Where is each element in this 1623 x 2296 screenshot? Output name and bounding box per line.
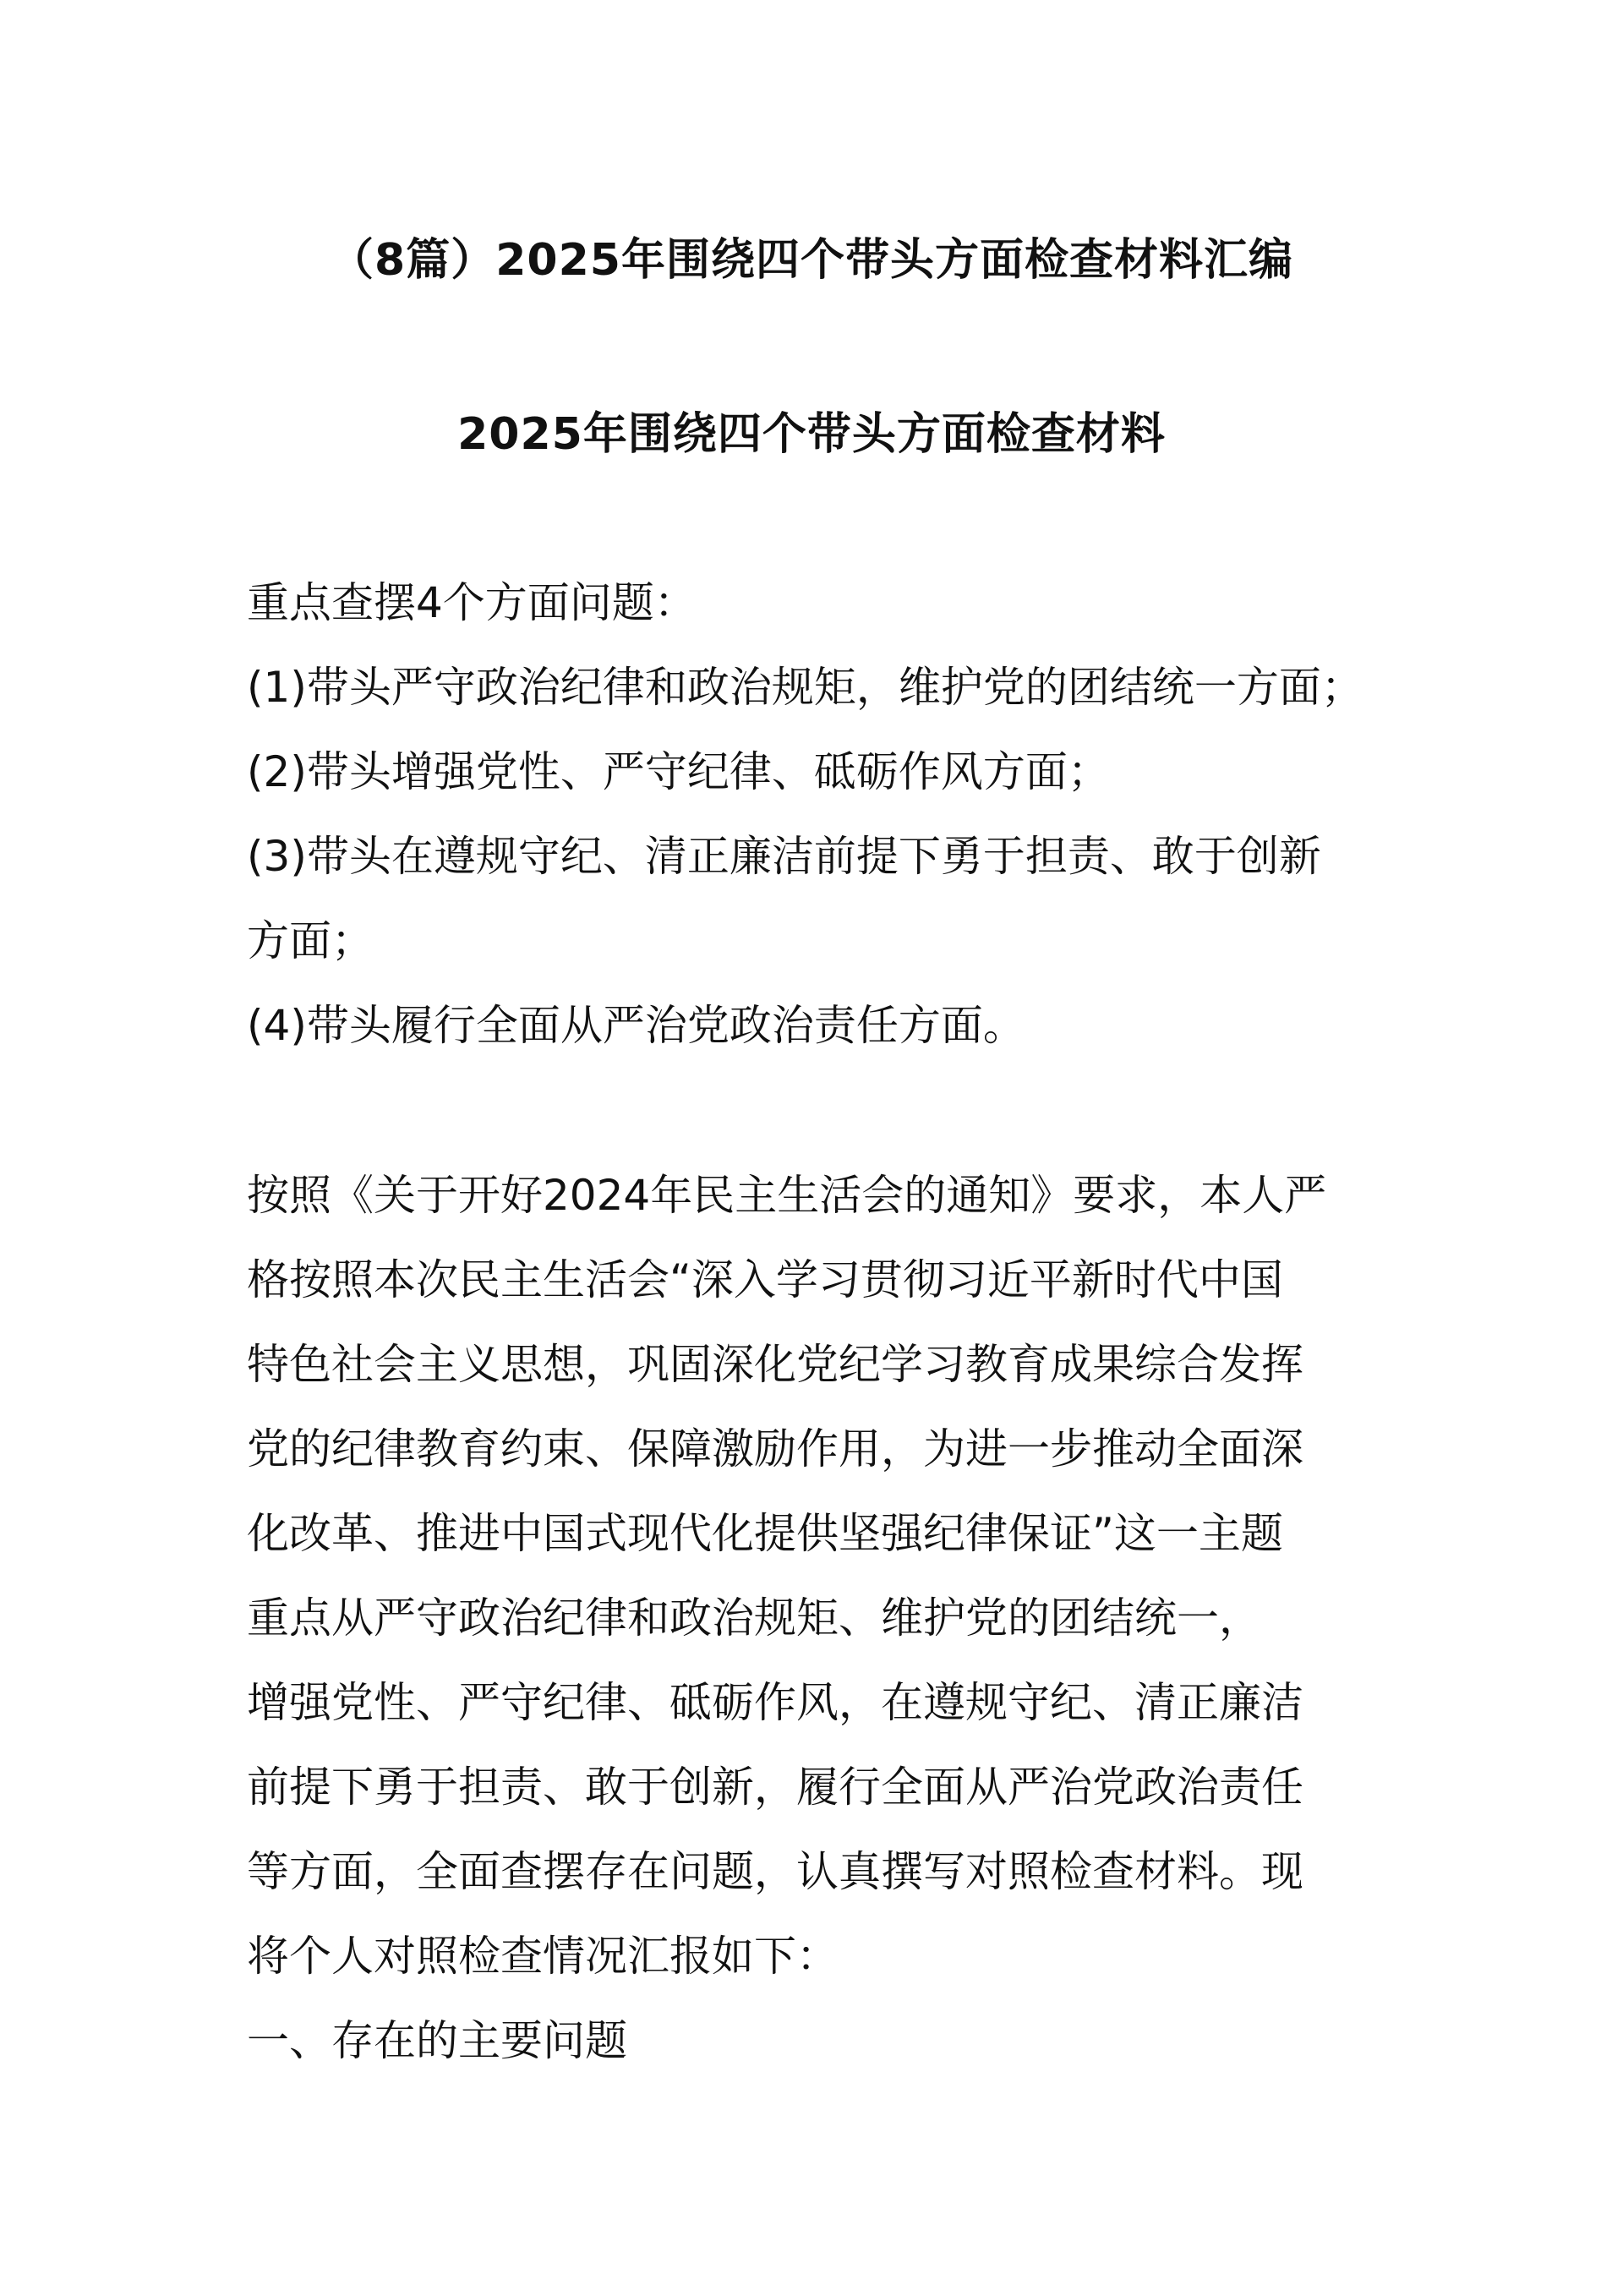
focus-item: (4)带头履行全面从严治党政治责任方面。	[247, 1001, 1025, 1050]
focus-list	[247, 560, 1396, 1068]
section-heading: 一、存在的主要问题	[247, 2016, 627, 2065]
focus-item: (2)带头增强党性、严守纪律、砥砺作风方面；	[247, 747, 1110, 796]
document-title: （8篇）2025年围绕四个带头方面检查材料汇编	[330, 235, 1293, 286]
focus-item: (3)带头在遵规守纪、清正廉洁前提下勇于担责、敢于创新	[247, 832, 1321, 881]
paragraph-line: 格按照本次民主生活会“深入学习贯彻习近平新时代中国	[247, 1255, 1283, 1304]
document-subtitle: 2025年围绕四个带头方面检查材料	[457, 409, 1166, 460]
focus-item-continuation: 方面；	[247, 916, 374, 965]
paragraph-line: 前提下勇于担责、敢于创新，履行全面从严治党政治责任	[247, 1763, 1303, 1812]
paragraph-line: 增强党性、严守纪律、砥砺作风，在遵规守纪、清正廉洁	[247, 1678, 1303, 1727]
paragraph-line: 将个人对照检查情况汇报如下：	[247, 1932, 839, 1981]
focus-intro: 重点查摆4个方面问题：	[247, 578, 697, 627]
paragraph-line: 重点从严守政治纪律和政治规矩、维护党的团结统一，	[247, 1594, 1261, 1643]
body-paragraph	[247, 1153, 1396, 2083]
paragraph-line: 按照《关于开好2024年民主生活会的通知》要求，本人严	[247, 1171, 1327, 1220]
paragraph-line: 特色社会主义思想，巩固深化党纪学习教育成果综合发挥	[247, 1340, 1303, 1389]
paragraph-line: 等方面，全面查摆存在问题，认真撰写对照检查材料。现	[247, 1847, 1303, 1896]
focus-item: (1)带头严守政治纪律和政治规矩，维护党的团结统一方面；	[247, 663, 1363, 712]
paragraph-line: 化改革、推进中国式现代化提供坚强纪律保证”这一主题	[247, 1509, 1283, 1558]
paragraph-line: 党的纪律教育约束、保障激励作用，为进一步推动全面深	[247, 1424, 1303, 1473]
